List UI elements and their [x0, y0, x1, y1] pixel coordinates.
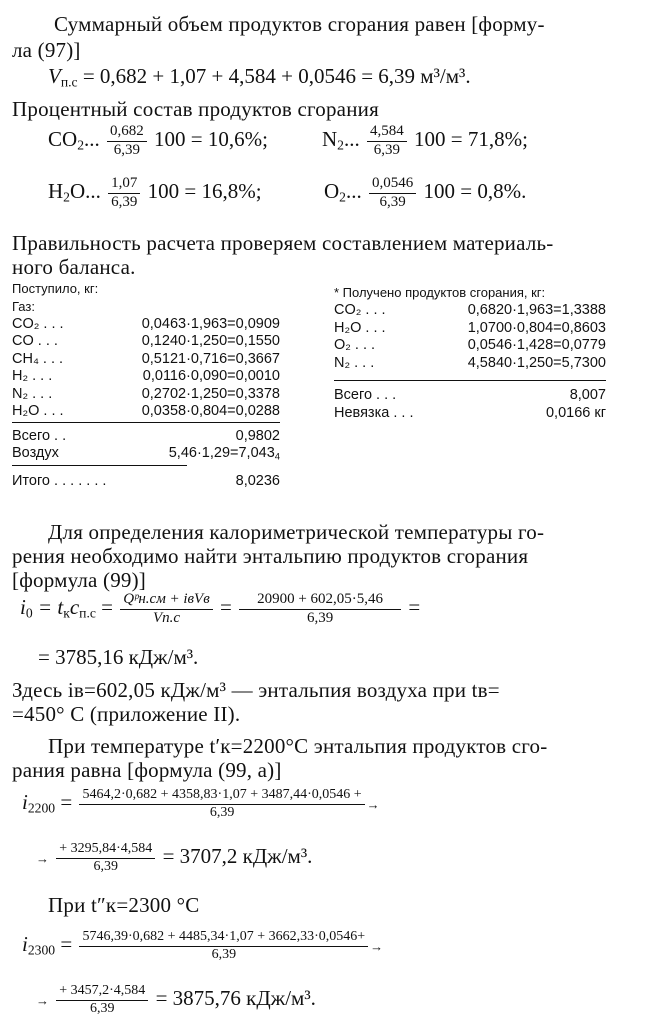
table-title: * Получено продуктов сгорания, кг:: [334, 285, 546, 301]
air-value-text: 5,46·1,29=7,043: [168, 445, 275, 462]
eq-symbol: i: [22, 932, 28, 956]
table-title: Поступило, кг:: [12, 281, 99, 297]
eq-sub: к: [63, 605, 70, 621]
table-row: [12, 333, 280, 351]
text-line: рания равна [формула (99, а)]: [12, 758, 282, 782]
fraction: [367, 124, 407, 159]
eq-subscript: п.с: [60, 74, 78, 90]
fraction: [56, 984, 148, 1016]
table-row: [12, 427, 280, 445]
text-line: рения необходимо найти энтальпию продуктов сгорания: [12, 544, 529, 568]
output-balance-table: [334, 284, 606, 422]
enthalpy-equation: $i_0 = t_кc_{п.с}$ = $\frac{\text{Qᵖн.см + iвVв}}{Vп.с}$ = $\frac{20900 + 602,05\cdot 5,46}{6,39}$ =: [20, 591, 421, 626]
right-total-value: 8,007: [569, 387, 606, 404]
continuation-arrow-icon: →: [36, 993, 49, 1008]
fraction: [369, 176, 416, 211]
row-gas: CO₂ . . .: [334, 302, 386, 319]
gas-label: Газ:: [12, 298, 35, 314]
table-row: [12, 385, 280, 403]
air-label: Воздух: [12, 445, 59, 462]
numerator: 20900 + 602,05·5,46: [239, 592, 401, 610]
numerator: + 3295,84·4,584: [56, 842, 155, 859]
row-gas: H₂O . . .: [334, 319, 386, 336]
row-calculation: 0,0116·0,090=0,0010: [142, 368, 280, 385]
table-row: [334, 319, 606, 337]
result: 100 = 16,8%;: [147, 179, 262, 204]
row-gas: CO . . .: [12, 333, 58, 350]
table-row: [12, 403, 280, 421]
fraction: [79, 930, 368, 962]
numerator: 5464,2·0,682 + 4358,83·1,07 + 3487,44·0,0546 +: [79, 788, 364, 805]
percent-n2: [322, 124, 528, 159]
continuation-arrow-icon: →: [366, 797, 380, 812]
table-row: [12, 315, 280, 333]
enthalpy-result: = 3785,16 кДж/м³.: [38, 645, 199, 669]
numerator: 4,584: [367, 124, 407, 142]
denominator: 6,39: [111, 193, 138, 210]
eq-part: = t: [37, 595, 64, 620]
row-gas: CH₄ . . .: [12, 350, 64, 367]
fraction: [56, 842, 155, 874]
eq-rhs: = 0,682 + 1,07 + 4,584 + 0,0546 = 6,39 м³/м³.: [82, 64, 471, 88]
row-calculation: 0,0546·1,428=0,0779: [467, 337, 606, 354]
i2200-equation: $i_{2200}$ = $\frac{5464,2\cdot 0,682 + 4358,83\cdot 1,07 + 3487,44\cdot 0,0546 +}{6,39}$ →: [22, 787, 380, 820]
text-line: ла (97)]: [12, 38, 81, 62]
row-gas: O₂ . . .: [334, 337, 376, 354]
formula-label: CO: [48, 127, 78, 152]
percent-h2o: [48, 176, 262, 211]
denominator: 6,39: [306, 609, 334, 626]
right-total-label: Всего . . .: [334, 387, 397, 404]
table-row: [334, 354, 606, 372]
denominator: 6,39: [93, 858, 119, 874]
table-row: [12, 350, 280, 368]
eq-symbol: V: [48, 64, 61, 88]
text-line: Суммарный объем продуктов сгорания равен [форму-: [54, 12, 545, 36]
denominator: 6,39: [373, 141, 400, 158]
text-line: При t″к=2300 °С: [48, 893, 200, 917]
percent-co2: [48, 124, 268, 159]
i2300-equation-cont: [36, 984, 316, 1016]
total-label: Всего . .: [12, 427, 67, 444]
formula-label: H: [48, 179, 64, 204]
formula-sub: 2: [77, 137, 85, 153]
row-calculation: 0,1240·1,250=0,1550: [141, 333, 280, 350]
row-gas: H₂O . . .: [12, 403, 64, 420]
itogo-label: Итого . . . . . . .: [12, 472, 107, 489]
nevyazka-value: 0,0166 кг: [545, 404, 606, 421]
text-line: Правильность расчета проверяем составлением материаль-: [12, 231, 554, 255]
input-balance-table: [12, 280, 280, 490]
result: 100 = 0,8%.: [423, 179, 527, 204]
text-line: Для определения калориметрической температуры го-: [48, 520, 545, 544]
divider: [12, 465, 187, 466]
i2200-equation-cont: [36, 842, 312, 874]
result: = 3875,76 кДж/м³.: [155, 986, 316, 1010]
i2300-equation: $i_{2300}$ = $\frac{5746,39\cdot 0,682 + 4485,34\cdot 1,07 + 3662,33\cdot 0,0546+}{6,39}$ →: [22, 929, 384, 962]
formula-sub: 2: [337, 137, 344, 153]
text-line: ного баланса.: [12, 255, 136, 279]
numerator: 5746,39·0,682 + 4485,34·1,07 + 3662,33·0,0546+: [79, 930, 368, 947]
itogo-value: 8,0236: [235, 472, 280, 489]
eq-part: c: [69, 595, 80, 620]
eq-symbol: i: [20, 595, 26, 620]
total-volume-equation: [48, 64, 471, 90]
eq-symbol: i: [22, 790, 28, 814]
formula-sub: 2: [339, 189, 346, 205]
formula-label: N: [322, 127, 338, 152]
text-line: При температуре t′к=2200°С энтальпия продуктов сго-: [48, 734, 548, 758]
result: 100 = 71,8%;: [414, 127, 528, 152]
divider: [12, 422, 280, 423]
fraction: [79, 788, 364, 820]
table-row: [334, 302, 606, 320]
formula-sub: 2: [63, 189, 70, 205]
denominator: 6,39: [211, 946, 237, 962]
denominator: 6,39: [113, 141, 141, 158]
fraction: [108, 176, 140, 211]
table-row: [334, 387, 606, 405]
eq-part: =: [95, 595, 114, 620]
row-calculation: 4,5840·1,250=5,7300: [467, 354, 606, 371]
row-calculation: 1,0700·0,804=0,8603: [467, 319, 606, 336]
denominator: 6,39: [90, 1000, 115, 1016]
eq-sub: 2200: [27, 800, 56, 816]
denominator: 6,39: [379, 193, 406, 210]
row-gas: CO₂ . . .: [12, 315, 64, 332]
numerator: 0,682: [107, 124, 147, 142]
section-heading: Процентный состав продуктов сгорания: [12, 97, 379, 121]
row-calculation: 0,0463·1,963=0,0909: [141, 315, 280, 332]
dots: ...: [346, 179, 362, 204]
eq-sub: п.с: [79, 605, 96, 621]
continuation-arrow-icon: →: [36, 851, 49, 866]
table-row: [12, 472, 280, 490]
dots: ...: [84, 127, 100, 152]
table-row: [334, 404, 606, 422]
row-gas: N₂ . . .: [334, 354, 375, 371]
denominator: Vп.с: [152, 609, 181, 626]
row-calculation: 0,5121·0,716=0,3667: [141, 350, 280, 367]
result: = 3707,2 кДж/м³.: [162, 844, 313, 868]
air-value: [102, 445, 280, 461]
eq-sub: 0: [25, 605, 33, 621]
dots: O...: [70, 179, 101, 204]
divider: [334, 380, 606, 381]
table-row: [12, 445, 280, 463]
fraction: [107, 124, 147, 159]
table-body: [334, 302, 606, 372]
row-gas: N₂ . . .: [12, 385, 53, 402]
total-value: 0,9802: [235, 427, 280, 444]
percent-o2: [324, 176, 526, 211]
continuation-arrow-icon: →: [370, 939, 384, 954]
numerator: 1,07: [108, 176, 140, 194]
table-row: [12, 368, 280, 386]
table-row: [334, 337, 606, 355]
row-calculation: 0,6820·1,963=1,3388: [467, 302, 606, 319]
eq-sub: 2300: [27, 942, 56, 958]
text-line: Здесь iв=602,05 кДж/м³ — энтальпия воздуха при tв=: [12, 678, 500, 702]
dots: ...: [344, 127, 360, 152]
text-line: =450° С (приложение II).: [12, 702, 241, 726]
fraction: [120, 592, 212, 627]
row-calculation: 0,0358·0,804=0,0288: [141, 403, 280, 420]
text-line: [формула (99)]: [12, 568, 146, 592]
numerator: + 3457,2·4,584: [56, 984, 148, 1001]
numerator: Qᵖн.см + iвVв: [120, 592, 212, 610]
nevyazka-label: Невязка . . .: [334, 404, 414, 421]
numerator: 0,0546: [369, 176, 416, 194]
air-value-sub: 4: [274, 450, 280, 462]
formula-label: O: [324, 179, 340, 204]
denominator: 6,39: [209, 804, 235, 820]
fraction: [239, 592, 401, 627]
table-body: [12, 315, 280, 420]
row-gas: H₂ . . .: [12, 368, 53, 385]
row-calculation: 0,2702·1,250=0,3378: [141, 385, 280, 402]
result: 100 = 10,6%;: [154, 127, 268, 152]
